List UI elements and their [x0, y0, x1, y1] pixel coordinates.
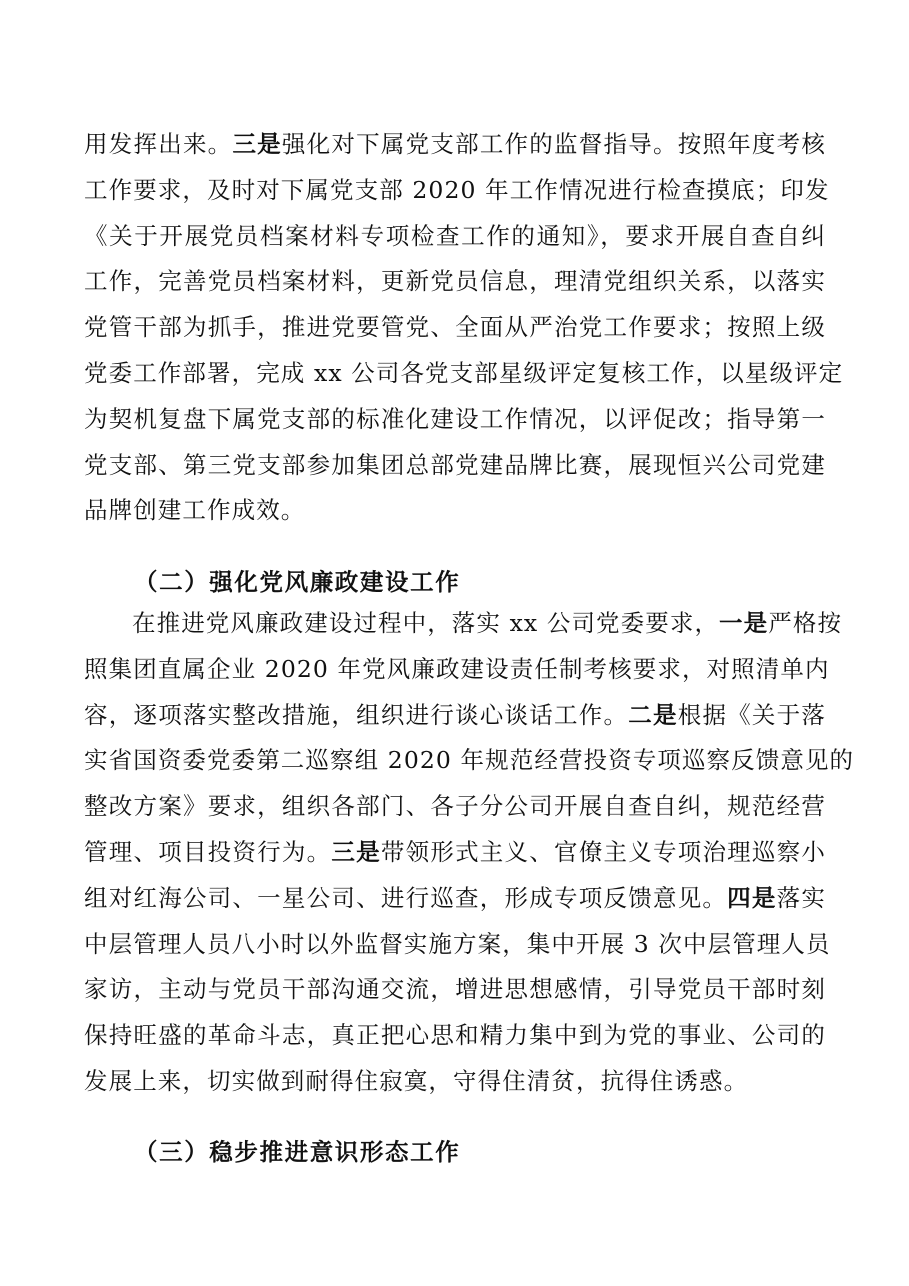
emphasis-third: 三是 — [331, 837, 381, 866]
text-line: 品牌创建工作成效。 — [84, 496, 306, 525]
text-line: 在推进党风廉政建设过程中，落实 xx 公司党委要求，一是严格按 — [132, 609, 843, 637]
text-line: 工作，完善党员档案材料，更新党员信息，理清党组织关系，以落实 — [84, 267, 826, 296]
text-line: 党委工作部署，完成 xx 公司各党支部星级评定复核工作，以星级评定 — [84, 358, 844, 387]
text-line: 中层管理人员八小时以外监督实施方案，集中开展 3 次中层管理人员 — [84, 929, 831, 958]
text-line: 党支部、第三党支部参加集团总部党建品牌比赛，展现恒兴公司党建 — [84, 450, 826, 479]
text-line: 家访，主动与党员干部沟通交流，增进思想感情，引导党员干部时刻 — [84, 975, 826, 1004]
text-line: 《关于开展党员档案材料专项检查工作的通知》，要求开展自查自纠 — [84, 221, 826, 250]
emphasis-third: 三是 — [232, 130, 282, 158]
text-line: 保持旺盛的革命斗志，真正把心思和精力集中到为党的事业、公司的 — [84, 1021, 826, 1050]
text-line: 管理、项目投资行为。三是带领形式主义、官僚主义专项治理巡察小 — [84, 837, 826, 866]
text-line: 容，逐项落实整改措施，组织进行谈心谈话工作。二是根据《关于落 — [84, 700, 827, 729]
text-line: 实省国资委党委第二巡察组 2020 年规范经营投资专项巡察反馈意见的 — [84, 746, 855, 775]
section-heading-3: （三）稳步推进意识形态工作 — [134, 1138, 461, 1166]
emphasis-first: 一是 — [719, 609, 769, 637]
text-line: 照集团直属企业 2020 年党风廉政建设责任制考核要求，对照清单内 — [84, 654, 830, 683]
emphasis-second: 二是 — [628, 700, 678, 729]
text-line: 组对红海公司、一星公司、进行巡查，形成专项反馈意见。四是落实 — [84, 883, 826, 912]
text-line: 发展上来，切实做到耐得住寂寞，守得住清贫，抗得住诱惑。 — [84, 1066, 749, 1095]
text-line: 整改方案》要求，组织各部门、各子分公司开展自查自纠，规范经营 — [84, 792, 826, 821]
text-line: 用发挥出来。三是强化对下属党支部工作的监督指导。按照年度考核 — [84, 130, 827, 158]
text-line: 为契机复盘下属党支部的标准化建设工作情况，以评促改；指导第一 — [84, 404, 826, 433]
text-line: 工作要求，及时对下属党支部 2020 年工作情况进行检查摸底；印发 — [84, 175, 830, 204]
paragraph-clean-governance — [84, 601, 855, 1105]
paragraph-party-branch-supervision — [84, 122, 844, 534]
emphasis-fourth: 四是 — [727, 883, 777, 912]
text-line: 党管干部为抓手，推进党要管党、全面从严治党工作要求；按照上级 — [84, 313, 826, 342]
section-heading-2: （二）强化党风廉政建设工作 — [134, 568, 461, 596]
